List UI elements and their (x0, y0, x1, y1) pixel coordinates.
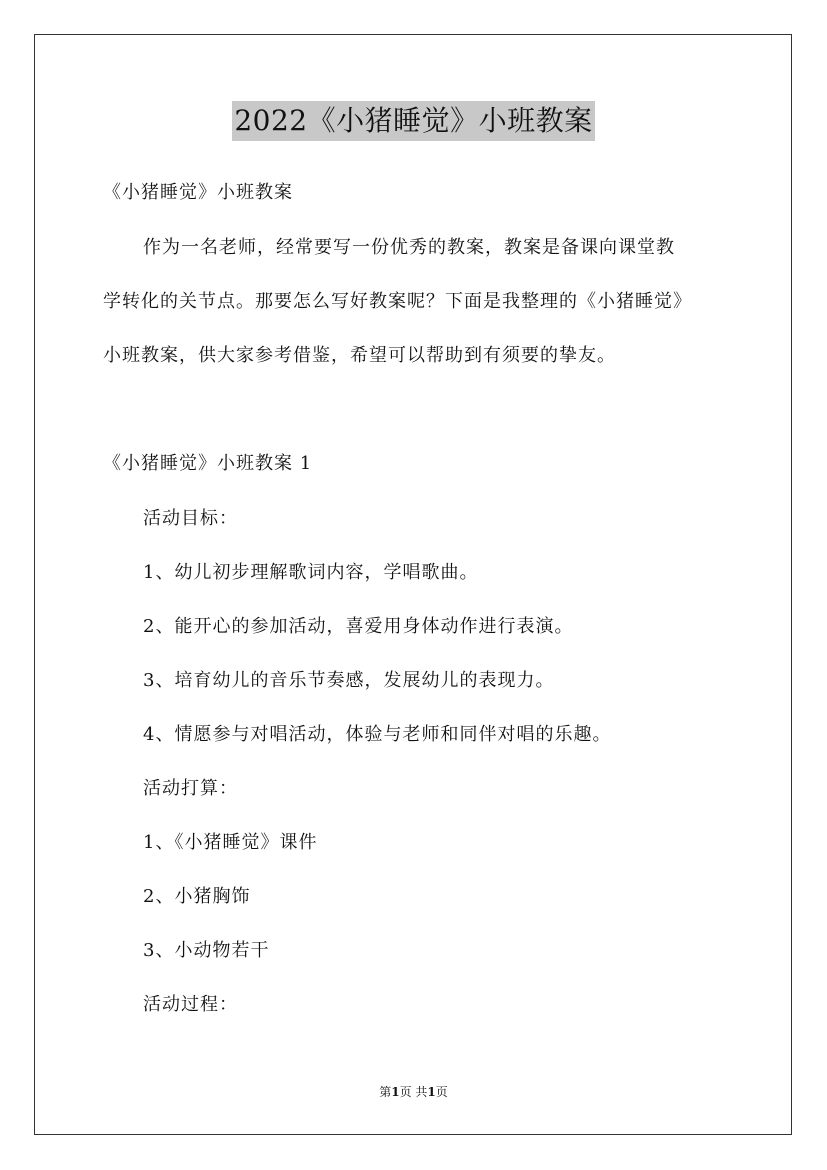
document-subtitle: 《小猪睡觉》小班教案 (103, 182, 293, 203)
goals-heading: 活动目标： (143, 508, 238, 529)
prep-item: 3、小动物若干 (143, 940, 270, 961)
section-heading: 《小猪睡觉》小班教案 1 (103, 453, 313, 474)
goal-item: 2、能开心的参加活动，喜爱用身体动作进行表演。 (143, 616, 574, 637)
prep-item: 1、《小猪睡觉》课件 (143, 832, 318, 853)
title-wrap (0, 101, 827, 141)
page-footer (0, 1084, 827, 1100)
prep-heading: 活动打算： (143, 778, 238, 799)
intro-line-3: 小班教案，供大家参考借鉴，希望可以帮助到有须要的挚友。 (103, 345, 616, 366)
goal-item: 3、培育幼儿的音乐节奏感，发展幼儿的表现力。 (143, 670, 555, 691)
footer-prefix: 第 (379, 1085, 392, 1099)
goal-item: 4、情愿参与对唱活动，体验与老师和同伴对唱的乐趣。 (143, 724, 612, 745)
intro-line-2: 学转化的关节点。那要怎么写好教案呢？下面是我整理的《小猪睡觉》 (103, 291, 692, 312)
footer-page-number: 1 (391, 1085, 400, 1099)
footer-mid: 页 共 (399, 1085, 428, 1099)
process-heading: 活动过程： (143, 994, 238, 1015)
prep-item: 2、小猪胸饰 (143, 886, 251, 907)
goal-item: 1、幼儿初步理解歌词内容，学唱歌曲。 (143, 562, 479, 583)
intro-line-1: 作为一名老师，经常要写一份优秀的教案，教案是备课向课堂教 (143, 237, 675, 258)
footer-total-pages: 1 (427, 1085, 436, 1099)
footer-suffix: 页 (435, 1085, 448, 1099)
document-title: 2022《小猪睡觉》小班教案 (232, 101, 594, 141)
